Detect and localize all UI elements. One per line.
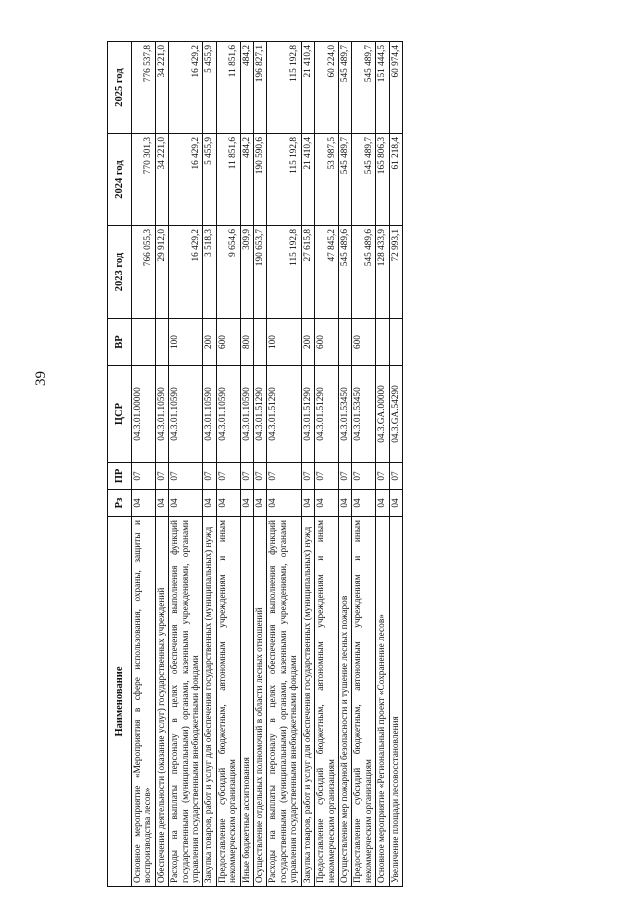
rotated-table-container: [107, 42, 567, 887]
header-vr: ВР: [108, 319, 132, 366]
row-csr: 04.3.01.51290: [254, 366, 267, 463]
row-csr: 04.3.01.51290: [315, 366, 339, 463]
row-pr: 07: [203, 463, 216, 490]
row-name: Осуществление мер пожарной безопасности и тушение лесных пожаров: [338, 517, 351, 887]
row-2025: 16 429,2: [169, 42, 203, 134]
row-2025: 21 410,4: [301, 42, 314, 134]
row-vr: 600: [352, 319, 376, 366]
row-2024: 21 410,4: [301, 134, 314, 226]
row-pr: 07: [132, 463, 156, 490]
row-vr: [155, 319, 168, 366]
table-row: [301, 42, 314, 887]
row-2025: 115 192,8: [267, 42, 301, 134]
header-name: Наименование: [108, 517, 132, 887]
row-2024: 11 851,6: [216, 134, 240, 226]
row-2024: 16 429,2: [169, 134, 203, 226]
row-2024: 545 489,7: [338, 134, 351, 226]
row-csr: 04.3.01.51290: [301, 366, 314, 463]
table-row: [132, 42, 156, 887]
header-csr: ЦСР: [108, 366, 132, 463]
row-pr: 07: [376, 463, 389, 490]
table-row: [254, 42, 267, 887]
row-pr: 07: [169, 463, 203, 490]
row-2023: 309,9: [240, 226, 253, 319]
row-csr: 04.3.01.53450: [338, 366, 351, 463]
row-2024: 190 590,6: [254, 134, 267, 226]
row-csr: 04.3.01.51290: [267, 366, 301, 463]
table-row: [315, 42, 339, 887]
row-csr: 04.3.GA.54290: [389, 366, 402, 463]
row-2024: 165 806,3: [376, 134, 389, 226]
row-2024: 53 987,5: [315, 134, 339, 226]
row-name: Предоставление субсидий бюджетным, автономным учреждениям и иным некоммерческим организациям: [352, 517, 376, 887]
row-2024: 545 489,7: [352, 134, 376, 226]
table-row: [389, 42, 402, 887]
row-rz: 04: [338, 490, 351, 517]
row-vr: 200: [301, 319, 314, 366]
table-row: [203, 42, 216, 887]
row-csr: 04.3.01.53450: [352, 366, 376, 463]
row-2023: 766 055,3: [132, 226, 156, 319]
row-2023: 545 489,6: [338, 226, 351, 319]
row-vr: 100: [267, 319, 301, 366]
row-2025: 545 489,7: [352, 42, 376, 134]
row-vr: [338, 319, 351, 366]
row-2024: 34 221,0: [155, 134, 168, 226]
row-pr: 07: [301, 463, 314, 490]
row-name: Увеличение площади лесовосстановления: [389, 517, 402, 887]
row-rz: 04: [240, 490, 253, 517]
row-2023: 72 993,1: [389, 226, 402, 319]
row-rz: 04: [203, 490, 216, 517]
table-row: [352, 42, 376, 887]
row-vr: 200: [203, 319, 216, 366]
header-pr: ПР: [108, 463, 132, 490]
row-csr: 04.3.01.10590: [240, 366, 253, 463]
row-2025: 5 455,9: [203, 42, 216, 134]
row-2025: 11 851,6: [216, 42, 240, 134]
header-2025: 2025 год: [108, 42, 132, 134]
row-rz: 04: [315, 490, 339, 517]
row-name: Закупка товаров, работ и услуг для обеспечения государственных (муниципальных) нужд: [203, 517, 216, 887]
row-rz: 04: [169, 490, 203, 517]
row-name: Расходы на выплаты персоналу в целях обеспечения выполнения функций государственными (муниципальными) органами, казенными учреждениями, органами управления государственными внебюджетными фондами: [169, 517, 203, 887]
row-csr: 04.3.01.10590: [169, 366, 203, 463]
row-2024: 5 455,9: [203, 134, 216, 226]
row-2023: 16 429,2: [169, 226, 203, 319]
row-2025: 34 221,0: [155, 42, 168, 134]
row-pr: 07: [254, 463, 267, 490]
table-row: [155, 42, 168, 887]
row-pr: 07: [389, 463, 402, 490]
row-2024: 484,2: [240, 134, 253, 226]
row-vr: 800: [240, 319, 253, 366]
row-2024: 115 192,8: [267, 134, 301, 226]
row-csr: 04.3.01.10590: [216, 366, 240, 463]
header-rz: Рз: [108, 490, 132, 517]
page-number: 39: [33, 371, 49, 386]
row-2023: 29 912,0: [155, 226, 168, 319]
table-row: [267, 42, 301, 887]
row-vr: [376, 319, 389, 366]
row-2025: 60 224,0: [315, 42, 339, 134]
row-2025: 484,2: [240, 42, 253, 134]
row-rz: 04: [267, 490, 301, 517]
row-vr: [389, 319, 402, 366]
row-2023: 545 489,6: [352, 226, 376, 319]
row-rz: 04: [254, 490, 267, 517]
row-rz: 04: [132, 490, 156, 517]
row-2025: 196 827,1: [254, 42, 267, 134]
row-csr: 04.3.01.10590: [203, 366, 216, 463]
row-vr: [132, 319, 156, 366]
row-2025: 776 537,8: [132, 42, 156, 134]
header-2024: 2024 год: [108, 134, 132, 226]
row-2025: 545 489,7: [338, 42, 351, 134]
row-rz: 04: [155, 490, 168, 517]
row-2023: 115 192,8: [267, 226, 301, 319]
row-vr: 600: [216, 319, 240, 366]
table-row: [169, 42, 203, 887]
table-row: [216, 42, 240, 887]
budget-table: [107, 41, 403, 887]
row-pr: 07: [352, 463, 376, 490]
row-2024: 61 218,4: [389, 134, 402, 226]
row-pr: 07: [267, 463, 301, 490]
row-pr: 07: [155, 463, 168, 490]
row-name: Обеспечение деятельности (оказание услуг) государственных учреждений: [155, 517, 168, 887]
row-2023: 27 615,8: [301, 226, 314, 319]
row-vr: 600: [315, 319, 339, 366]
row-2024: 770 301,3: [132, 134, 156, 226]
row-pr: 07: [338, 463, 351, 490]
row-name: Иные бюджетные ассигнования: [240, 517, 253, 887]
row-2025: 151 444,5: [376, 42, 389, 134]
row-2023: 190 653,7: [254, 226, 267, 319]
row-2025: 60 974,4: [389, 42, 402, 134]
row-2023: 47 845,2: [315, 226, 339, 319]
row-rz: 04: [216, 490, 240, 517]
row-2023: 9 654,6: [216, 226, 240, 319]
row-csr: 04.3.01.10590: [155, 366, 168, 463]
row-name: Расходы на выплаты персоналу в целях обеспечения выполнения функций государственными (муниципальными) органами, казенными учреждениями, органами управления государственными внебюджетными фондами: [267, 517, 301, 887]
row-rz: 04: [352, 490, 376, 517]
row-2023: 128 433,9: [376, 226, 389, 319]
row-rz: 04: [376, 490, 389, 517]
table-row: [376, 42, 389, 887]
table-body: [132, 42, 403, 887]
row-csr: 04.3.GA.00000: [376, 366, 389, 463]
row-name: Закупка товаров, работ и услуг для обеспечения государственных (муниципальных) нужд: [301, 517, 314, 887]
row-pr: 07: [216, 463, 240, 490]
row-rz: 04: [301, 490, 314, 517]
table-row: [240, 42, 253, 887]
row-2023: 3 518,3: [203, 226, 216, 319]
row-pr: 07: [315, 463, 339, 490]
row-name: Основное мероприятие «Региональный проект «Сохранение лесов»: [376, 517, 389, 887]
row-name: Предоставление субсидий бюджетным, автономным учреждениям и иным некоммерческим организациям: [216, 517, 240, 887]
row-name: Основное мероприятие «Мероприятия в сфере использования, охраны, защиты и воспроизводства лесов»: [132, 517, 156, 887]
row-csr: 04.3.01.00000: [132, 366, 156, 463]
row-vr: 100: [169, 319, 203, 366]
row-rz: 04: [389, 490, 402, 517]
row-name: Осуществление отдельных полномочий в области лесных отношений: [254, 517, 267, 887]
row-vr: [254, 319, 267, 366]
row-name: Предоставление субсидий бюджетным, автономным учреждениям и иным некоммерческим организациям: [315, 517, 339, 887]
header-2023: 2023 год: [108, 226, 132, 319]
row-pr: 07: [240, 463, 253, 490]
table-row: [338, 42, 351, 887]
table-header-row: [108, 42, 132, 887]
